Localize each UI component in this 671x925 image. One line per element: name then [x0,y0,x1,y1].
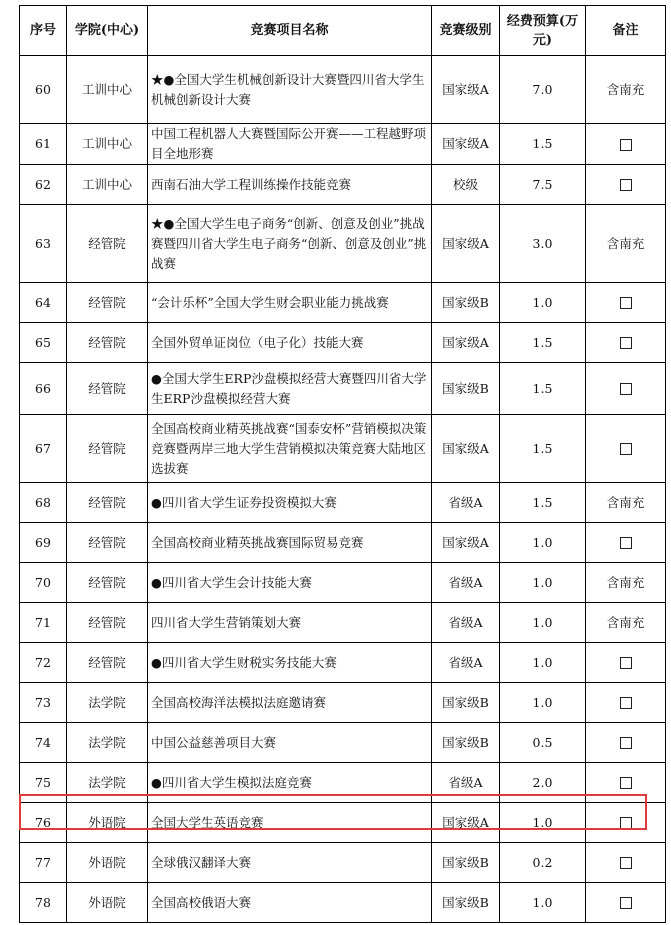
row-index: 76 [20,803,67,843]
row-level: 国家级B [432,883,500,923]
table-row [20,763,666,803]
row-remark [586,283,666,323]
row-index: 63 [20,205,67,283]
row-remark [586,803,666,843]
row-college: 经管院 [67,523,148,563]
row-index: 64 [20,283,67,323]
row-level: 省级A [432,563,500,603]
row-level: 国家级B [432,843,500,883]
row-college: 工训中心 [67,124,148,165]
row-college: 经管院 [67,283,148,323]
row-college: 法学院 [67,763,148,803]
checkbox-icon[interactable] [620,897,632,909]
row-budget: 0.2 [500,843,586,883]
checkbox-icon[interactable] [620,537,632,549]
row-remark [586,603,666,643]
table-header-row [20,6,666,56]
row-remark [586,563,666,603]
row-college: 工训中心 [67,56,148,124]
row-level: 省级A [432,483,500,523]
table-row [20,643,666,683]
row-level: 校级 [432,165,500,205]
row-college: 外语院 [67,803,148,843]
row-competition-name: 中国工程机器人大赛暨国际公开赛——工程越野项目全地形赛 [148,124,432,165]
row-budget: 1.0 [500,643,586,683]
row-competition-name: 全国高校海洋法模拟法庭邀请赛 [148,683,432,723]
row-budget: 1.0 [500,683,586,723]
table-row [20,415,666,483]
row-index: 62 [20,165,67,205]
row-budget: 1.0 [500,803,586,843]
row-index: 66 [20,363,67,415]
row-competition-name: ●四川省大学生会计技能大赛 [148,563,432,603]
checkbox-icon[interactable] [620,179,632,191]
checkbox-icon[interactable] [620,857,632,869]
row-college: 经管院 [67,603,148,643]
row-competition-name: ●四川省大学生模拟法庭竞赛 [148,763,432,803]
row-competition-name: 全国高校商业精英挑战赛“国泰安杯”营销模拟决策竞赛暨两岸三地大学生营销模拟决策竞赛大陆地区选拔赛 [148,415,432,483]
table-row [20,124,666,165]
row-college: 外语院 [67,883,148,923]
checkbox-icon[interactable] [620,139,632,151]
row-remark [586,415,666,483]
row-index: 71 [20,603,67,643]
row-budget: 7.5 [500,165,586,205]
row-remark-text: 含南充 [606,235,645,251]
row-remark [586,205,666,283]
row-competition-name: ●全国大学生ERP沙盘模拟经营大赛暨四川省大学生ERP沙盘模拟经营大赛 [148,363,432,415]
checkbox-icon[interactable] [620,297,632,309]
header-remark: 备注 [586,6,666,56]
row-budget: 0.5 [500,723,586,763]
row-remark [586,165,666,205]
row-level: 国家级B [432,363,500,415]
table-row [20,603,666,643]
row-remark [586,723,666,763]
row-index: 61 [20,124,67,165]
row-remark [586,323,666,363]
row-competition-name: ★●全国大学生电子商务“创新、创意及创业”挑战赛暨四川省大学生电子商务“创新、创意及创业”挑战赛 [148,205,432,283]
row-competition-name: ●四川省大学生证券投资模拟大赛 [148,483,432,523]
row-remark-text: 含南充 [606,81,645,97]
row-index: 67 [20,415,67,483]
row-competition-name: 全球俄汉翻译大赛 [148,843,432,883]
row-budget: 1.5 [500,323,586,363]
row-index: 68 [20,483,67,523]
row-budget: 1.5 [500,483,586,523]
row-level: 国家级B [432,283,500,323]
row-budget: 1.0 [500,883,586,923]
row-level: 国家级A [432,205,500,283]
competition-budget-table [19,5,666,923]
table-row [20,56,666,124]
checkbox-icon[interactable] [620,737,632,749]
row-remark-text: 含南充 [606,494,645,510]
table-row [20,165,666,205]
row-budget: 1.0 [500,283,586,323]
row-budget: 1.0 [500,603,586,643]
header-index: 序号 [20,6,67,56]
checkbox-icon[interactable] [620,697,632,709]
row-index: 73 [20,683,67,723]
row-level: 国家级A [432,124,500,165]
row-college: 经管院 [67,363,148,415]
header-budget: 经费预算(万元) [500,6,586,56]
row-index: 70 [20,563,67,603]
header-college: 学院(中心) [67,6,148,56]
row-college: 经管院 [67,483,148,523]
row-level: 国家级A [432,415,500,483]
row-remark [586,523,666,563]
row-competition-name: ●四川省大学生财税实务技能大赛 [148,643,432,683]
row-index: 74 [20,723,67,763]
checkbox-icon[interactable] [620,337,632,349]
table-row [20,323,666,363]
row-remark [586,643,666,683]
row-remark [586,56,666,124]
row-college: 法学院 [67,683,148,723]
table-row [20,205,666,283]
row-college: 经管院 [67,323,148,363]
row-remark [586,363,666,415]
row-index: 65 [20,323,67,363]
row-remark [586,843,666,883]
header-level: 竞赛级别 [432,6,500,56]
row-competition-name: 全国大学生英语竞赛 [148,803,432,843]
row-budget: 7.0 [500,56,586,124]
row-index: 60 [20,56,67,124]
row-level: 国家级A [432,523,500,563]
row-remark-text: 含南充 [606,614,645,630]
table-row [20,363,666,415]
table-row [20,683,666,723]
row-remark [586,763,666,803]
row-budget: 1.0 [500,563,586,603]
row-competition-name: 全国高校俄语大赛 [148,883,432,923]
row-level: 国家级A [432,56,500,124]
row-level: 省级A [432,763,500,803]
row-level: 省级A [432,643,500,683]
row-college: 外语院 [67,843,148,883]
row-college: 经管院 [67,563,148,603]
table-row [20,843,666,883]
table-row [20,883,666,923]
row-budget: 3.0 [500,205,586,283]
checkbox-icon[interactable] [620,657,632,669]
row-competition-name: ★●全国大学生机械创新设计大赛暨四川省大学生机械创新设计大赛 [148,56,432,124]
row-competition-name: 四川省大学生营销策划大赛 [148,603,432,643]
checkbox-icon[interactable] [620,383,632,395]
row-budget: 1.0 [500,523,586,563]
table-row [20,723,666,763]
row-level: 国家级B [432,723,500,763]
row-competition-name: 西南石油大学工程训练操作技能竞赛 [148,165,432,205]
row-remark [586,683,666,723]
table-row [20,523,666,563]
checkbox-icon[interactable] [620,817,632,829]
row-index: 77 [20,843,67,883]
row-index: 72 [20,643,67,683]
row-remark-text: 含南充 [606,574,645,590]
row-level: 省级A [432,603,500,643]
row-index: 75 [20,763,67,803]
checkbox-icon[interactable] [620,443,632,455]
checkbox-icon[interactable] [620,777,632,789]
row-level: 国家级A [432,803,500,843]
row-remark [586,483,666,523]
row-budget: 1.5 [500,415,586,483]
row-level: 国家级A [432,323,500,363]
row-budget: 2.0 [500,763,586,803]
row-competition-name: 中国公益慈善项目大赛 [148,723,432,763]
table-row [20,803,666,843]
row-level: 国家级B [432,683,500,723]
row-budget: 1.5 [500,124,586,165]
row-college: 经管院 [67,643,148,683]
row-college: 经管院 [67,205,148,283]
row-remark [586,124,666,165]
row-index: 69 [20,523,67,563]
row-competition-name: “会计乐杯”全国大学生财会职业能力挑战赛 [148,283,432,323]
table-row [20,483,666,523]
row-remark [586,883,666,923]
table-body [20,56,666,923]
table-row [20,563,666,603]
row-college: 工训中心 [67,165,148,205]
row-college: 法学院 [67,723,148,763]
header-competition-name: 竞赛项目名称 [148,6,432,56]
table-row [20,283,666,323]
row-budget: 1.5 [500,363,586,415]
row-competition-name: 全国高校商业精英挑战赛国际贸易竞赛 [148,523,432,563]
row-college: 经管院 [67,415,148,483]
row-index: 78 [20,883,67,923]
row-competition-name: 全国外贸单证岗位（电子化）技能大赛 [148,323,432,363]
